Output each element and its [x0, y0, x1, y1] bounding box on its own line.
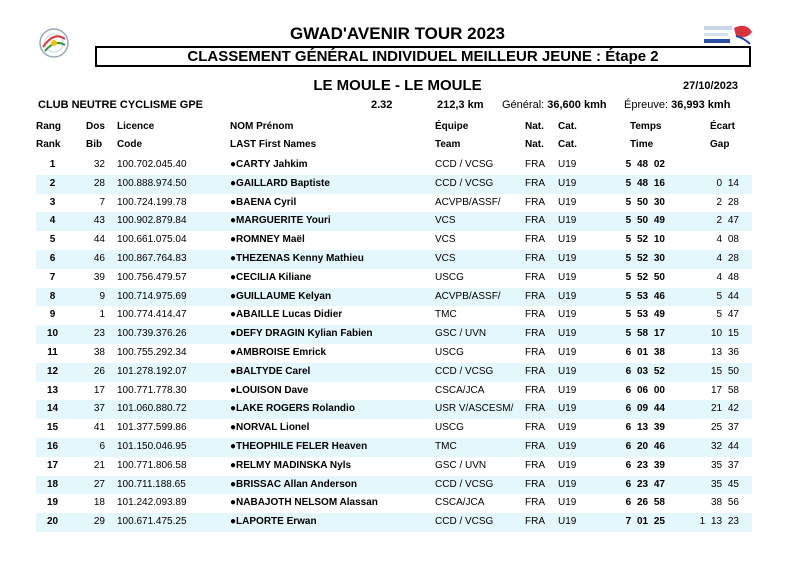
- rider-name-cell: ●GUILLAUME Kelyan: [230, 290, 332, 302]
- col-header-licence: Licence: [117, 121, 155, 132]
- col-header-dos: Dos: [86, 121, 105, 132]
- page-title: GWAD'AVENIR TOUR 2023: [289, 24, 505, 43]
- rider-name-cell: ●GAILLARD Baptiste: [230, 177, 330, 189]
- team-cell: USCG: [435, 347, 464, 358]
- cat-cell: U19: [558, 384, 577, 396]
- bib-cell: 6: [99, 441, 105, 452]
- licence-cell: 100.714.975.69: [117, 290, 187, 302]
- table-row: [36, 288, 752, 307]
- time-cell: 6 13 39: [625, 422, 665, 434]
- cat-cell: U19: [558, 159, 577, 170]
- time-cell: 5 50 49: [625, 215, 665, 227]
- rider-name-cell: ●DEFY DRAGIN Kylian Fabien: [230, 328, 373, 340]
- table-row: [36, 175, 752, 194]
- ranking-subtitle: CLASSEMENT GÉNÉRAL INDIVIDUEL MEILLEUR JEUNE : Étape 2: [95, 46, 751, 67]
- nat-cell: FRA: [525, 328, 545, 340]
- time-cell: 7 01 25: [625, 516, 665, 528]
- bib-cell: 39: [93, 271, 105, 283]
- gap-cell: 4 48: [716, 271, 739, 283]
- nat-cell: FRA: [525, 309, 545, 321]
- licence-cell: 100.867.764.83: [117, 253, 187, 264]
- epreuve-speed-value: 36,993 kmh: [671, 99, 731, 111]
- time-cell: 6 20 46: [625, 441, 665, 452]
- rank-cell: 14: [46, 403, 59, 415]
- epreuve-speed: [624, 99, 730, 111]
- licence-cell: 101.060.880.72: [117, 403, 187, 415]
- time-cell: 6 23 47: [625, 478, 665, 490]
- col-header-rang: Rang: [36, 121, 61, 132]
- col-header-last: LAST First Names: [230, 139, 317, 150]
- bib-cell: 28: [93, 177, 105, 189]
- bib-cell: 44: [93, 234, 105, 246]
- col-header-nom: NOM Prénom: [230, 121, 294, 132]
- col-header-cat-en: Cat.: [558, 139, 577, 150]
- bib-cell: 26: [93, 365, 105, 377]
- licence-cell: 100.902.879.84: [117, 215, 187, 227]
- table-row: [36, 212, 752, 231]
- rank-cell: 12: [46, 365, 59, 377]
- time-cell: 5 48 02: [625, 159, 665, 170]
- bib-cell: 18: [93, 497, 105, 509]
- bib-cell: 23: [93, 328, 105, 340]
- table-row: [36, 476, 752, 495]
- licence-cell: 101.278.192.07: [117, 365, 187, 377]
- gap-cell: 21 42: [710, 403, 739, 415]
- cat-cell: U19: [558, 309, 577, 321]
- nat-cell: FRA: [525, 365, 545, 377]
- table-row: [36, 231, 752, 250]
- bib-cell: 17: [93, 384, 105, 396]
- rank-cell: 18: [46, 478, 59, 490]
- rank-cell: 17: [46, 459, 59, 471]
- rider-name-cell: ●BALTYDE Carel: [230, 365, 311, 377]
- col-header-ecart: Écart: [710, 121, 736, 132]
- gap-cell: 25 37: [710, 422, 739, 434]
- rank-cell: 3: [49, 196, 56, 208]
- nat-cell: FRA: [525, 196, 545, 208]
- table-row: [36, 419, 752, 438]
- rider-name-cell: ●LAPORTE Erwan: [230, 516, 317, 528]
- rank-cell: 8: [49, 290, 56, 302]
- stage-name: LE MOULE - LE MOULE: [313, 77, 482, 94]
- team-cell: USR V/ASCESM/: [435, 403, 514, 415]
- rank-cell: 15: [46, 422, 59, 434]
- time-cell: 5 50 30: [625, 196, 665, 208]
- bib-cell: 7: [99, 196, 105, 208]
- cat-cell: U19: [558, 234, 577, 246]
- gap-cell: 2 47: [716, 215, 739, 227]
- team-cell: CCD / VCSG: [435, 478, 494, 490]
- licence-cell: 100.671.475.25: [117, 516, 187, 528]
- rank-cell: 6: [49, 253, 56, 264]
- nat-cell: FRA: [525, 441, 545, 452]
- bib-cell: 38: [93, 347, 105, 358]
- table-row: [36, 400, 752, 419]
- time-cell: 5 52 50: [625, 271, 665, 283]
- distance-value: 212,3 km: [437, 99, 484, 111]
- time-cell: 5 53 49: [625, 309, 665, 321]
- nat-cell: FRA: [525, 159, 545, 170]
- nat-cell: FRA: [525, 177, 545, 189]
- col-header-cat: Cat.: [558, 121, 577, 132]
- col-header-rank: Rank: [36, 139, 61, 150]
- col-header-gap: Gap: [710, 139, 730, 150]
- rider-name-cell: ●ABAILLE Lucas Didier: [230, 309, 343, 321]
- rank-cell: 10: [46, 328, 59, 340]
- cat-cell: U19: [558, 459, 577, 471]
- team-cell: USCG: [435, 422, 464, 434]
- nat-cell: FRA: [525, 234, 545, 246]
- bib-cell: 9: [99, 290, 105, 302]
- col-header-time: Time: [630, 139, 654, 150]
- table-row: [36, 363, 752, 382]
- team-cell: CCD / VCSG: [435, 365, 494, 377]
- bib-cell: 27: [93, 478, 105, 490]
- rider-name-cell: ●BRISSAC Allan Anderson: [230, 478, 357, 490]
- team-cell: TMC: [435, 441, 457, 452]
- team-cell: VCS: [435, 234, 456, 246]
- cat-cell: U19: [558, 422, 577, 434]
- team-cell: CCD / VCSG: [435, 159, 494, 170]
- table-row: [36, 194, 752, 213]
- licence-cell: 100.711.188.65: [117, 478, 186, 490]
- team-cell: CCD / VCSG: [435, 177, 494, 189]
- licence-cell: 100.755.292.34: [117, 347, 187, 358]
- bib-cell: 32: [93, 159, 105, 170]
- rank-cell: 5: [49, 234, 56, 246]
- table-row: [36, 382, 752, 401]
- cat-cell: U19: [558, 177, 577, 189]
- team-cell: CSCA/JCA: [435, 497, 485, 509]
- licence-cell: 100.888.974.50: [117, 177, 187, 189]
- team-cell: USCG: [435, 271, 464, 283]
- cat-cell: U19: [558, 403, 577, 415]
- rank-cell: 1: [49, 159, 56, 170]
- nat-cell: FRA: [525, 403, 545, 415]
- cat-cell: U19: [558, 441, 577, 452]
- bib-cell: 21: [93, 459, 105, 471]
- rider-name-cell: ●NORVAL Lionel: [230, 422, 310, 434]
- gap-cell: 17 58: [710, 384, 739, 396]
- rider-name-cell: ●AMBROISE Emrick: [230, 347, 327, 358]
- table-row: [36, 250, 752, 269]
- rank-cell: 20: [46, 516, 59, 528]
- rider-name-cell: ●LOUISON Dave: [230, 384, 309, 396]
- time-cell: 5 58 17: [625, 328, 665, 340]
- gap-cell: 1 13 23: [699, 516, 739, 528]
- time-cell: 6 03 52: [625, 365, 665, 377]
- rider-name-cell: ●CECILIA Kiliane: [230, 271, 312, 283]
- gap-cell: 5 47: [716, 309, 739, 321]
- rider-name-cell: ●NABAJOTH NELSOM Alassan: [230, 497, 378, 509]
- team-cell: CSCA/JCA: [435, 384, 485, 396]
- bib-cell: 37: [93, 403, 105, 415]
- licence-cell: 100.756.479.57: [117, 271, 187, 283]
- ratio-value: 2.32: [371, 99, 393, 111]
- rank-cell: 9: [49, 309, 56, 321]
- rider-name-cell: ●CARTY Jahkim: [230, 159, 308, 170]
- rider-name-cell: ●MARGUERITE Youri: [230, 215, 331, 227]
- time-cell: 5 53 46: [625, 290, 665, 302]
- rank-cell: 19: [46, 497, 59, 509]
- licence-cell: 100.724.199.78: [117, 196, 187, 208]
- licence-cell: 100.774.414.47: [117, 309, 187, 321]
- time-cell: 6 23 39: [625, 459, 665, 471]
- licence-cell: 100.661.075.04: [117, 234, 187, 246]
- gap-cell: 4 08: [716, 234, 739, 246]
- gap-cell: 15 50: [710, 365, 739, 377]
- team-cell: TMC: [435, 309, 457, 321]
- table-row: [36, 438, 752, 457]
- cat-cell: U19: [558, 253, 577, 264]
- gap-cell: 10 15: [710, 328, 739, 340]
- rank-cell: 16: [46, 441, 59, 452]
- rank-cell: 4: [49, 215, 56, 227]
- cat-cell: U19: [558, 516, 577, 528]
- table-row: [36, 325, 752, 344]
- nat-cell: FRA: [525, 384, 545, 396]
- gap-cell: 4 28: [716, 253, 739, 264]
- nat-cell: FRA: [525, 290, 545, 302]
- nat-cell: FRA: [525, 253, 545, 264]
- col-header-equipe: Équipe: [435, 121, 469, 132]
- licence-cell: 101.377.599.86: [117, 422, 187, 434]
- rider-name-cell: ●THEZENAS Kenny Mathieu: [230, 253, 364, 264]
- team-cell: GSC / UVN: [435, 459, 487, 471]
- rider-name-cell: ●LAKE ROGERS Rolandio: [230, 403, 355, 415]
- table-row: [36, 344, 752, 363]
- bib-cell: 29: [93, 516, 105, 528]
- nat-cell: FRA: [525, 347, 545, 358]
- gap-cell: 35 37: [710, 459, 739, 471]
- rider-name-cell: ●BAENA Cyril: [230, 196, 297, 208]
- nat-cell: FRA: [525, 497, 545, 509]
- nat-cell: FRA: [525, 215, 545, 227]
- gap-cell: 0 14: [716, 177, 739, 189]
- col-header-bib: Bib: [86, 139, 103, 150]
- team-cell: ACVPB/ASSF/: [435, 196, 501, 208]
- time-cell: 5 52 30: [625, 253, 665, 264]
- time-cell: 5 52 10: [625, 234, 665, 246]
- table-row: [36, 457, 752, 476]
- team-cell: GSC / UVN: [435, 328, 487, 340]
- col-header-nat: Nat.: [525, 121, 544, 132]
- time-cell: 6 09 44: [625, 403, 665, 415]
- cat-cell: U19: [558, 215, 577, 227]
- time-cell: 6 06 00: [625, 384, 665, 396]
- gap-cell: 2 28: [716, 196, 739, 208]
- cat-cell: U19: [558, 497, 577, 509]
- time-cell: 6 26 58: [625, 497, 665, 509]
- team-cell: ACVPB/ASSF/: [435, 290, 501, 302]
- epreuve-speed-label: Épreuve:: [624, 99, 669, 111]
- nat-cell: FRA: [525, 516, 545, 528]
- licence-cell: 101.242.093.89: [117, 497, 187, 509]
- general-speed: [502, 99, 607, 111]
- nat-cell: FRA: [525, 422, 545, 434]
- table-row: [36, 494, 752, 513]
- gap-cell: 38 56: [710, 497, 739, 509]
- col-header-nat-en: Nat.: [525, 139, 544, 150]
- rider-name-cell: ●THEOPHILE FELER Heaven: [230, 441, 368, 452]
- rider-name-cell: ●RELMY MADINSKA Nyls: [230, 459, 352, 471]
- rank-cell: 11: [47, 347, 58, 358]
- licence-cell: 100.771.778.30: [117, 384, 187, 396]
- nat-cell: FRA: [525, 459, 545, 471]
- rank-cell: 2: [49, 177, 56, 189]
- rider-name-cell: ●ROMNEY Maël: [230, 234, 305, 246]
- time-cell: 5 48 16: [625, 177, 665, 189]
- bib-cell: 46: [93, 253, 105, 264]
- table-row: [36, 156, 752, 175]
- gap-cell: 13 36: [710, 347, 739, 358]
- cat-cell: U19: [558, 328, 577, 340]
- cat-cell: U19: [558, 347, 577, 358]
- table-row: [36, 513, 752, 532]
- gap-cell: 35 45: [710, 478, 739, 490]
- time-cell: 6 01 38: [625, 347, 665, 358]
- licence-cell: 100.739.376.26: [117, 328, 187, 340]
- table-row: [36, 306, 752, 325]
- cat-cell: U19: [558, 271, 577, 283]
- club-name: CLUB NEUTRE CYCLISME GPE: [38, 99, 204, 111]
- table-row: [36, 269, 752, 288]
- team-cell: VCS: [435, 253, 456, 264]
- col-header-team: Team: [435, 139, 461, 150]
- cat-cell: U19: [558, 196, 577, 208]
- nat-cell: FRA: [525, 271, 545, 283]
- rank-cell: 7: [49, 271, 56, 283]
- col-header-code: Code: [117, 139, 142, 150]
- bib-cell: 1: [99, 309, 105, 321]
- general-speed-label: Général:: [502, 99, 545, 111]
- licence-cell: 100.771.806.58: [117, 459, 187, 471]
- bib-cell: 41: [93, 422, 105, 434]
- col-header-temps: Temps: [630, 121, 662, 132]
- team-cell: CCD / VCSG: [435, 516, 494, 528]
- nat-cell: FRA: [525, 478, 545, 490]
- cat-cell: U19: [558, 365, 577, 377]
- race-date: 27/10/2023: [683, 80, 739, 92]
- licence-cell: 101.150.046.95: [117, 441, 187, 452]
- bib-cell: 43: [93, 215, 105, 227]
- team-cell: VCS: [435, 215, 456, 227]
- rank-cell: 13: [46, 384, 59, 396]
- cat-cell: U19: [558, 478, 577, 490]
- gap-cell: 5 44: [716, 290, 739, 302]
- general-speed-value: 36,600 kmh: [547, 99, 607, 111]
- cat-cell: U19: [558, 290, 577, 302]
- licence-cell: 100.702.045.40: [117, 159, 187, 170]
- gap-cell: 32 44: [710, 441, 739, 452]
